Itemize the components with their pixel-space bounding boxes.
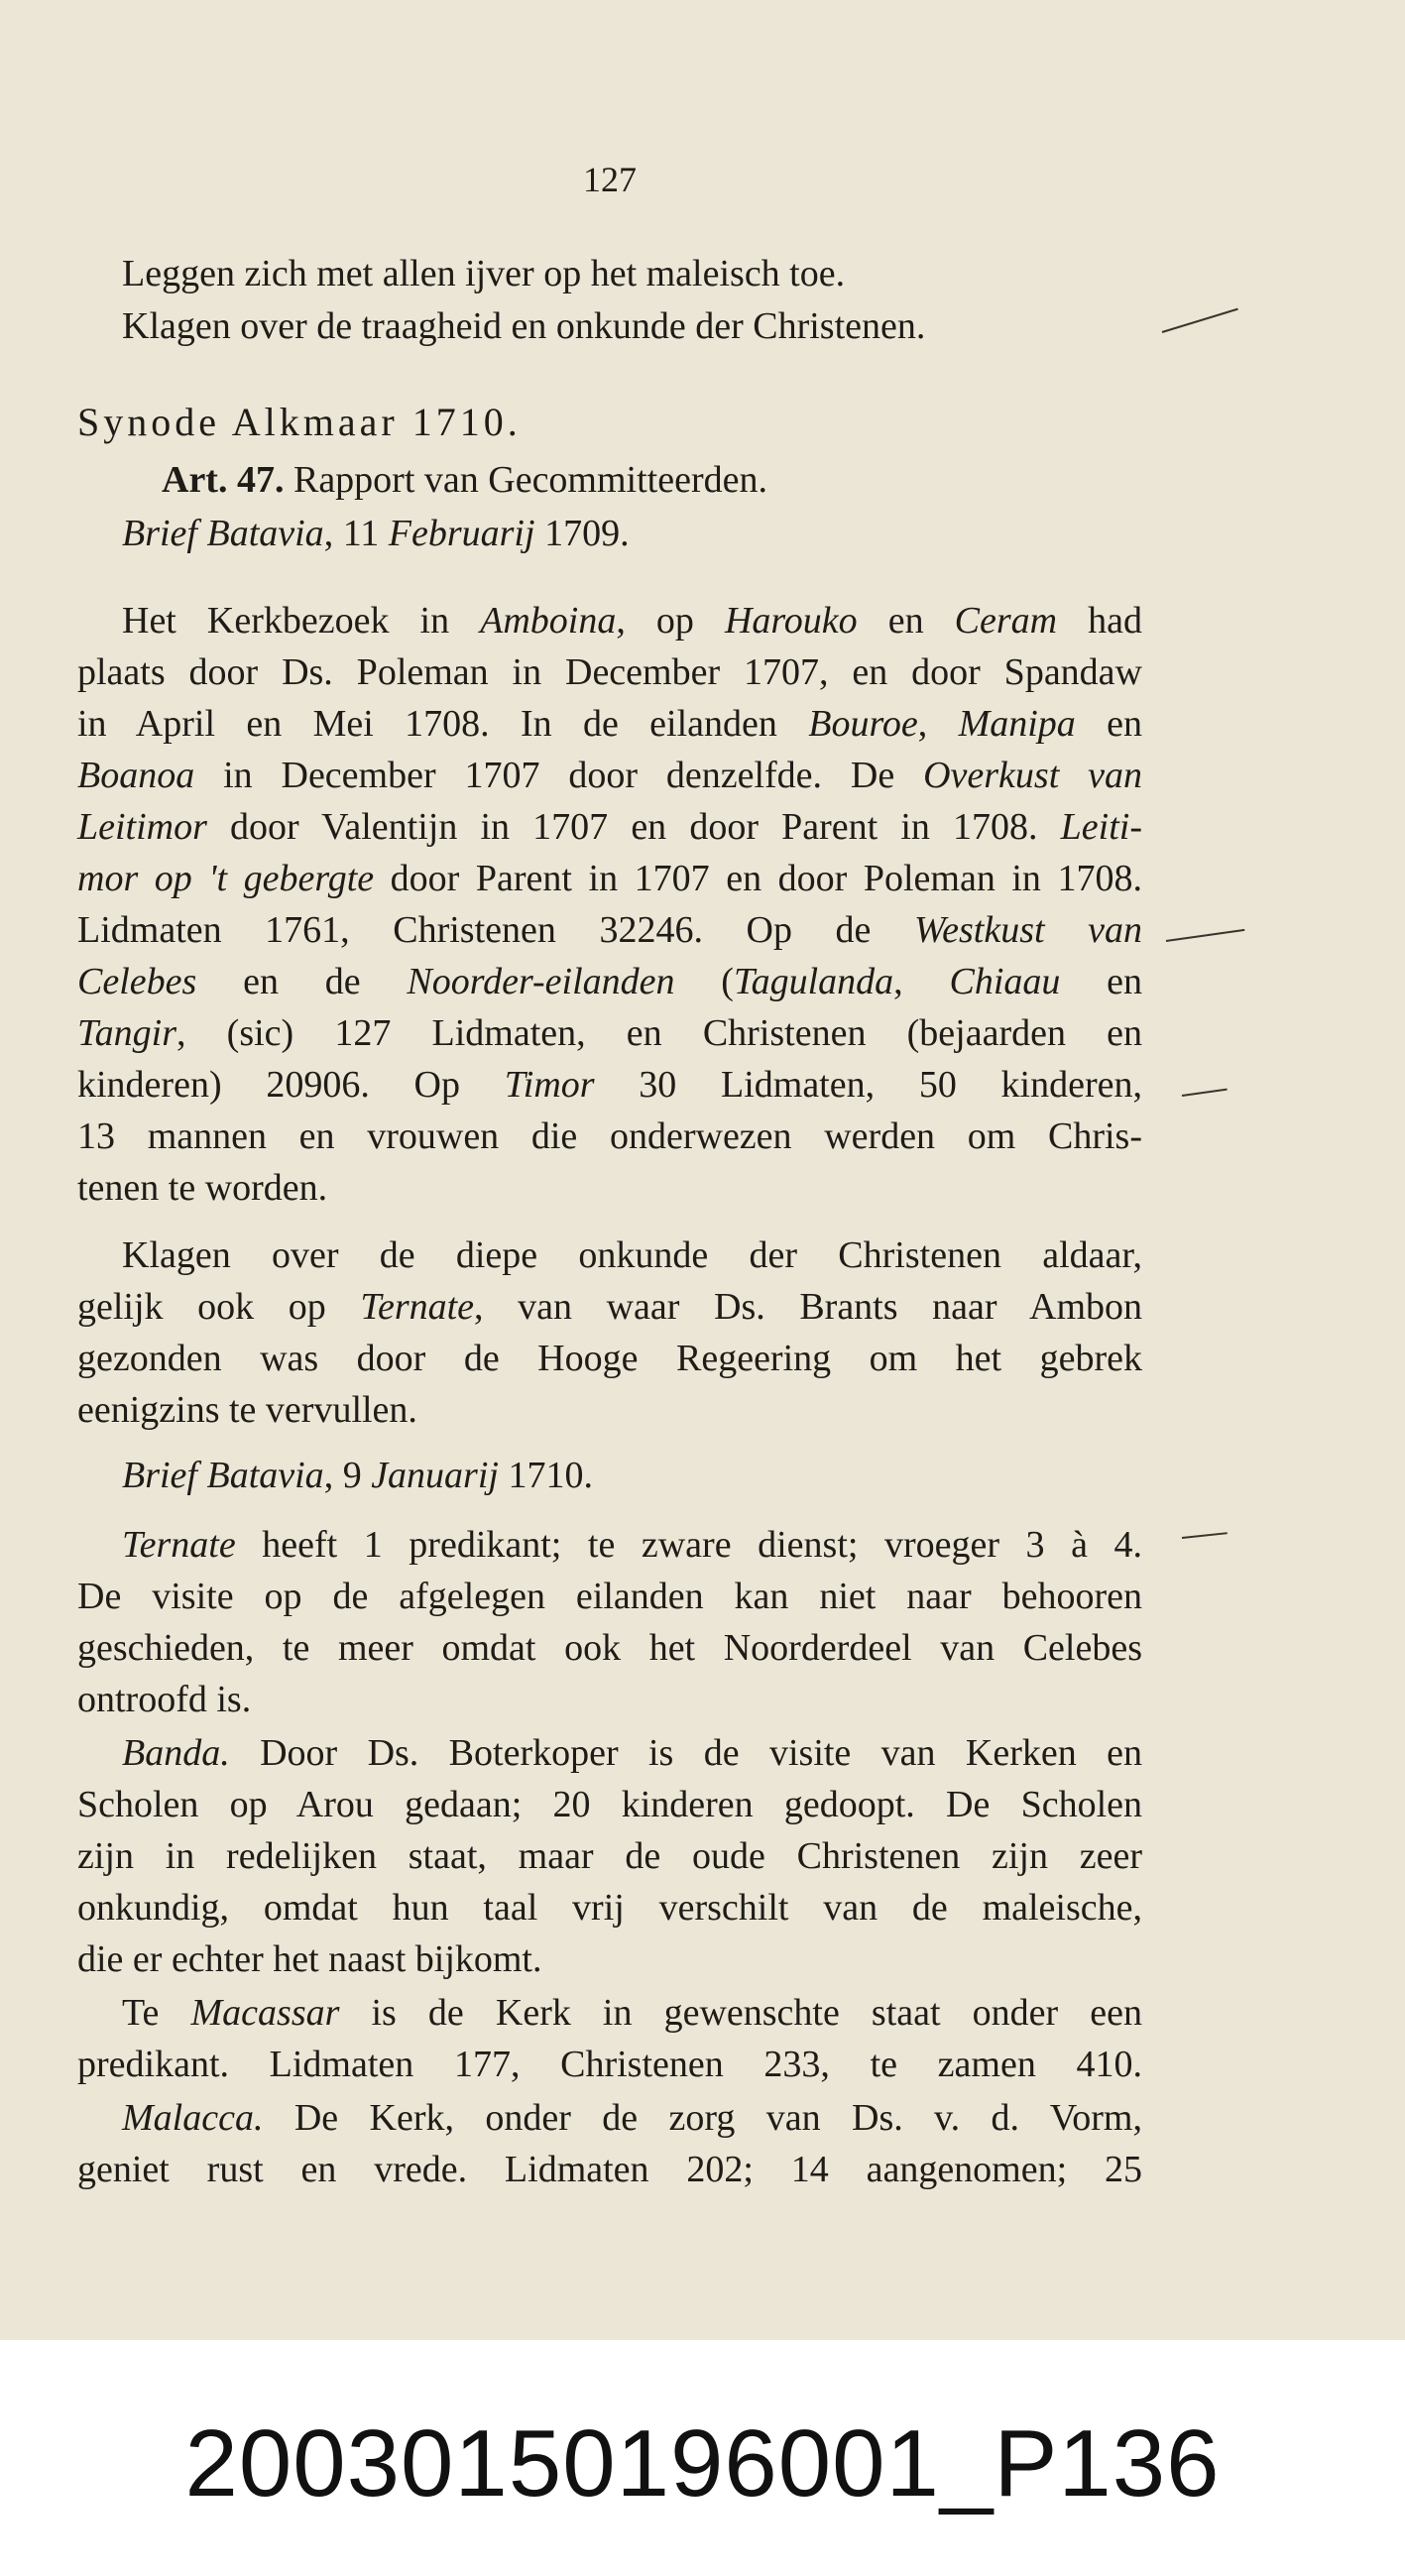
text-run: Rapport van Gecommitteerden. <box>284 459 767 501</box>
text-run: Art. 47. <box>162 459 285 501</box>
text-run: gezonden was door de Hooge Regeering om het gebrek <box>77 1338 1142 1379</box>
text-run: en de <box>196 961 408 1002</box>
text-line <box>122 1727 1142 1779</box>
margin-mark <box>1166 929 1244 942</box>
text-line <box>77 750 1142 801</box>
text-run: Amboina <box>480 600 617 642</box>
text-run: Boanoa <box>77 755 195 796</box>
text-run: Ceram <box>954 600 1058 642</box>
text-line <box>77 853 1142 904</box>
text-run: Tagulanda <box>733 961 894 1002</box>
text-run: Manipa <box>958 703 1076 745</box>
text-run: , op <box>616 600 725 642</box>
margin-mark <box>1182 1532 1228 1539</box>
text-line <box>122 300 1142 352</box>
text-line <box>77 1933 1142 1985</box>
text-run: Ternate <box>122 1524 236 1566</box>
text-run: gelijk ook op <box>77 1286 361 1328</box>
text-run: Scholen op Arou gedaan; 20 kinderen gedoopt. De Scholen <box>77 1784 1142 1825</box>
text-line <box>77 1779 1142 1830</box>
text-run: Malacca. <box>122 2097 264 2139</box>
text-run: , <box>893 961 950 1002</box>
text-run: kinderen) 20906. Op <box>77 1064 505 1106</box>
text-run: Celebes <box>77 961 197 1002</box>
text-run: geschieden, te meer omdat ook het Noorderdeel van Celebes <box>77 1627 1142 1669</box>
text-run: en <box>1075 703 1142 745</box>
text-run: Leitimor <box>77 806 207 848</box>
text-run: Leiti- <box>1060 806 1142 848</box>
text-run: onkundig, omdat hun taal vrij verschilt van de maleische, <box>77 1887 1142 1929</box>
text-run: Brief Batavia <box>122 513 324 554</box>
text-line <box>122 1450 1142 1501</box>
text-run: Macassar <box>190 1992 340 2034</box>
text-run: geniet rust en vrede. Lidmaten 202; 14 aangenomen; 25 <box>77 2149 1142 2190</box>
text-run: 13 mannen en vrouwen die onderwezen werden om Chris- <box>77 1115 1142 1157</box>
text-line <box>77 956 1142 1007</box>
text-line <box>77 904 1142 956</box>
text-run: Leggen zich met allen ijver op het maleisch toe. <box>122 253 846 294</box>
text-line <box>77 1384 1142 1436</box>
text-run: Klagen over de traagheid en onkunde der Christenen. <box>122 305 926 347</box>
text-run: Harouko <box>724 600 858 642</box>
text-line <box>77 2144 1142 2195</box>
text-run: plaats door Ds. Poleman in December 1707, en door Spandaw <box>77 651 1142 693</box>
text-run: Chiaau <box>949 961 1061 1002</box>
text-run: De visite op de afgelegen eilanden kan niet naar behooren <box>77 1576 1142 1617</box>
text-run: Het Kerkbezoek in <box>122 600 481 642</box>
text-line <box>77 397 1142 448</box>
text-line <box>77 1059 1142 1111</box>
text-run: die er echter het naast bijkomt. <box>77 1938 542 1980</box>
text-run: Januarij <box>371 1455 499 1496</box>
text-run: predikant. Lidmaten 177, Christenen 233, te zamen 410. <box>77 2044 1142 2085</box>
text-run: De Kerk, onder de zorg van Ds. v. d. Vorm, <box>263 2097 1142 2139</box>
margin-mark <box>1162 308 1238 333</box>
text-line <box>77 646 1142 698</box>
text-line <box>122 595 1142 646</box>
text-run: Te <box>122 1992 191 2034</box>
text-run: door Parent in 1707 en door Poleman in 1708. <box>374 858 1142 899</box>
text-run: ontroofd is. <box>77 1679 252 1720</box>
text-line <box>122 508 1142 559</box>
text-run: 1709. <box>534 513 630 554</box>
text-line <box>122 2092 1142 2144</box>
text-run: mor op 't gebergte <box>77 858 375 899</box>
text-line <box>77 2039 1142 2090</box>
text-run: , (sic) 127 Lidmaten, en Christenen (bejaarden en <box>176 1012 1142 1054</box>
text-line <box>122 1519 1142 1571</box>
text-line <box>77 1830 1142 1882</box>
text-run: eenigzins te vervullen. <box>77 1389 417 1431</box>
text-run: had <box>1057 600 1142 642</box>
text-line <box>122 1987 1142 2039</box>
text-run: 1710. <box>498 1455 593 1496</box>
text-line <box>122 248 1142 299</box>
text-run: Timor <box>504 1064 595 1106</box>
text-run: Banda. <box>122 1732 230 1774</box>
text-run: Overkust van <box>923 755 1142 796</box>
scan-identifier: 20030150196001_P136 <box>184 2410 1221 2517</box>
text-run: Ternate <box>360 1286 475 1328</box>
text-run: in December 1707 door denzelfde. De <box>194 755 924 796</box>
text-run: Lidmaten 1761, Christenen 32246. Op de <box>77 909 914 951</box>
text-run: , 11 <box>323 513 389 554</box>
page-number: 127 <box>583 160 637 199</box>
text-line <box>77 1162 1142 1214</box>
text-run: en <box>1060 961 1143 1002</box>
text-run: is de Kerk in gewenschte staat onder een <box>339 1992 1142 2034</box>
text-line <box>77 1333 1142 1384</box>
text-line <box>122 1229 1142 1281</box>
text-line <box>77 1571 1142 1622</box>
text-run: Februarij <box>388 513 535 554</box>
text-run: Synode Alkmaar 1710. <box>77 400 522 444</box>
text-run: 30 Lidmaten, 50 kinderen, <box>594 1064 1143 1106</box>
text-line <box>77 1882 1142 1933</box>
text-run: Westkust van <box>913 909 1142 951</box>
text-run: ( <box>674 961 734 1002</box>
text-run: zijn in redelijken staat, maar de oude Christenen zijn zeer <box>77 1835 1142 1877</box>
text-line <box>77 1281 1142 1333</box>
text-line <box>77 801 1142 853</box>
text-run: Brief Batavia <box>122 1455 324 1496</box>
text-run: tenen te worden. <box>77 1167 328 1209</box>
text-run: Klagen over de diepe onkunde der Christenen aldaar, <box>122 1234 1142 1276</box>
text-run: in April en Mei 1708. In de eilanden <box>77 703 809 745</box>
margin-mark <box>1182 1089 1228 1097</box>
text-run: Tangir <box>77 1012 176 1054</box>
text-run: , van waar Ds. Brants naar Ambon <box>474 1286 1142 1328</box>
text-run: , 9 <box>323 1455 372 1496</box>
text-run: Noorder-eilanden <box>407 961 675 1002</box>
text-line <box>77 1622 1142 1674</box>
text-run: heeft 1 predikant; te zware dienst; vroeger 3 à 4. <box>235 1524 1142 1566</box>
text-line <box>162 454 1142 506</box>
text-run: Bouroe <box>808 703 918 745</box>
text-run: door Valentijn in 1707 en door Parent in 1708. <box>206 806 1061 848</box>
text-run: en <box>857 600 955 642</box>
text-run: Door Ds. Boterkoper is de visite van Kerken en <box>229 1732 1142 1774</box>
text-line <box>77 698 1142 750</box>
text-run: , <box>917 703 959 745</box>
text-line <box>77 1111 1142 1162</box>
text-line <box>77 1674 1142 1725</box>
text-line <box>77 1007 1142 1059</box>
